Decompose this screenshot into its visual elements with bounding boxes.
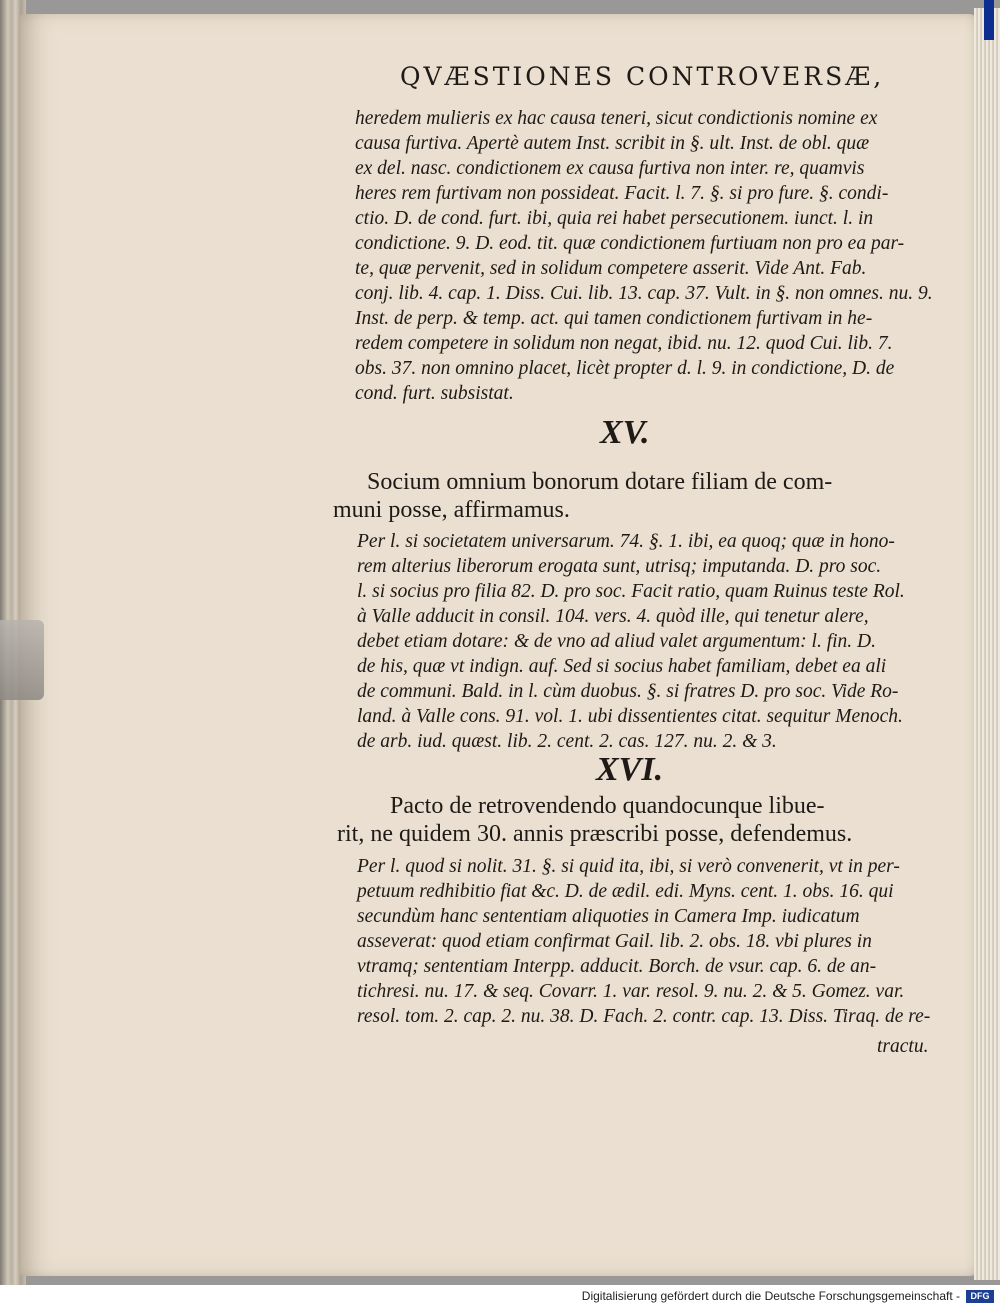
thesis-line: Pacto de retrovendendo quandocunque libue-: [390, 793, 825, 819]
text-line: land. à Valle cons. 91. vol. 1. ubi dissentientes citat. sequitur Menoch.: [357, 706, 903, 727]
text-line: rem alterius liberorum erogata sunt, utrisq; imputanda. D. pro soc.: [357, 556, 882, 577]
book-page: [20, 14, 976, 1276]
thesis-line: muni posse, affirmamus.: [333, 497, 570, 523]
text-line: asseverat: quod etiam confirmat Gail. lib. 2. obs. 18. vbi plures in: [357, 931, 872, 952]
text-line: Per l. quod si nolit. 31. §. si quid ita, ibi, si verò convenerit, vt in per-: [357, 856, 900, 877]
text-line: Inst. de perp. & temp. act. qui tamen condictionem furtivam in he-: [355, 308, 873, 329]
scan-color-marker: [984, 0, 994, 40]
text-line: l. si socius pro filia 82. D. pro soc. Facit ratio, quam Ruinus teste Rol.: [357, 581, 905, 602]
text-line: Per l. si societatem universarum. 74. §. 1. ibi, ea quoq; quæ in hono-: [357, 531, 895, 552]
text-line: petuum redhibitio fiat &c. D. de ædil. edi. Myns. cent. 1. obs. 16. qui: [357, 881, 894, 902]
text-line: resol. tom. 2. cap. 2. nu. 38. D. Fach. 2. contr. cap. 13. Diss. Tiraq. de re-: [357, 1006, 931, 1027]
text-line: heredem mulieris ex hac causa teneri, sicut condictionis nomine ex: [355, 108, 878, 129]
text-line: secundùm hanc sententiam aliquoties in Camera Imp. iudicatum: [357, 906, 860, 927]
dfg-logo: DFG: [966, 1290, 994, 1303]
text-line: ex del. nasc. condictionem ex causa furtiva non inter. re, quamvis: [355, 158, 865, 179]
text-line: condictione. 9. D. eod. tit. quæ condictionem furtiuam non pro ea par-: [355, 233, 905, 254]
section-number-xv: XV.: [600, 414, 650, 451]
text-line: obs. 37. non omnino placet, licèt propter d. l. 9. in condictione, D. de: [355, 358, 895, 379]
thesis-line: Socium omnium bonorum dotare filiam de com-: [367, 469, 833, 495]
text-line: heres rem furtivam non possideat. Facit. l. 7. §. si pro fure. §. condi-: [355, 183, 889, 204]
text-line: à Valle adducit in consil. 104. vers. 4. quòd ille, qui tenetur alere,: [357, 606, 869, 627]
section-number-xvi: XVI.: [596, 751, 664, 788]
text-line: de communi. Bald. in l. cùm duobus. §. si fratres D. pro soc. Vide Ro-: [357, 681, 899, 702]
footer-text: Digitalisierung gefördert durch die Deutsche Forschungsgemeinschaft -: [581, 1289, 960, 1303]
page-stack-edges: [974, 8, 1000, 1280]
footer-bar: [0, 1287, 1000, 1306]
text-line: conj. lib. 4. cap. 1. Diss. Cui. lib. 13. cap. 37. Vult. in §. non omnes. nu. 9.: [355, 283, 933, 304]
text-line: causa furtiva. Apertè autem Inst. scribit in §. ult. Inst. de obl. quæ: [355, 133, 870, 154]
running-head: QVÆSTIONES CONTROVERSÆ,: [400, 62, 885, 91]
text-line: tichresi. nu. 17. & seq. Covarr. 1. var. resol. 9. nu. 2. & 5. Gomez. var.: [357, 981, 905, 1002]
text-line: de arb. iud. quæst. lib. 2. cent. 2. cas. 127. nu. 2. & 3.: [357, 731, 777, 752]
page-clip: [0, 620, 44, 700]
text-line: cond. furt. subsistat.: [355, 383, 514, 404]
thesis-line: rit, ne quidem 30. annis præscribi posse, defendemus.: [337, 821, 853, 847]
text-line: vtramq; sententiam Interpp. adducit. Borch. de vsur. cap. 6. de an-: [357, 956, 877, 977]
text-line: debet etiam dotare: & de vno ad aliud valet argumentum: l. fin. D.: [357, 631, 876, 652]
catchword: tractu.: [877, 1036, 929, 1057]
text-line: de his, quæ vt indign. auf. Sed si socius habet familiam, debet ea ali: [357, 656, 887, 677]
text-line: ctio. D. de cond. furt. ibi, quia rei habet persecutionem. iunct. l. in: [355, 208, 874, 229]
text-line: te, quæ pervenit, sed in solidum competere asserit. Vide Ant. Fab.: [355, 258, 867, 279]
text-line: redem competere in solidum non negat, ibid. nu. 12. quod Cui. lib. 7.: [355, 333, 893, 354]
